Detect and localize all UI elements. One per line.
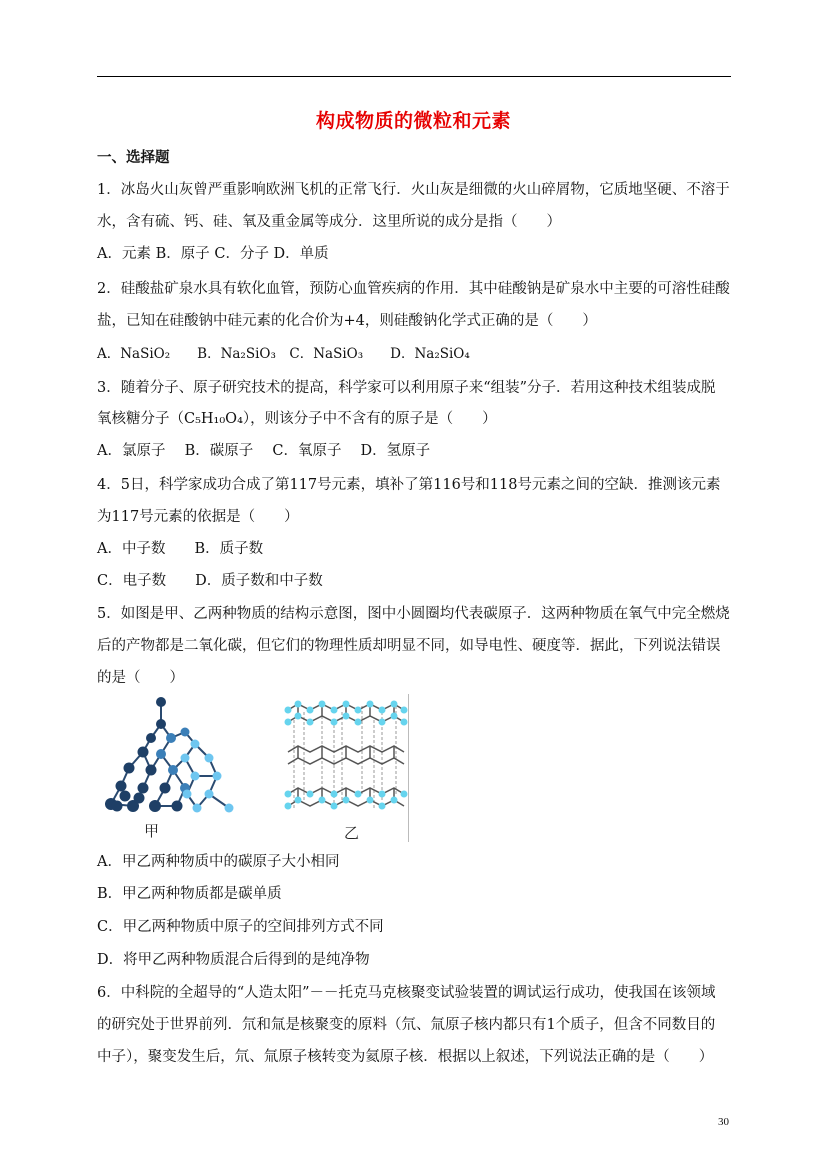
q4-line-1: 4．5日，科学家成功合成了第117号元素，填补了第116号和118号元素之间的空缺．推测该元素 <box>97 477 721 493</box>
q5-option-d: D．将甲乙两种物质混合后得到的是纯净物 <box>97 952 370 968</box>
q5-line-2: 后的产物都是二氧化碳，但它们的物理性质却明显不同，如导电性、硬度等．据此，下列说法错误 <box>97 638 721 654</box>
q3-line-2: 氧核糖分子（C₅H₁₀O₄），则该分子中不含有的原子是（ ） <box>97 411 497 427</box>
q6-line-2: 的研究处于世界前列．氘和氚是核聚变的原料（氘、氚原子核内都只有1个质子，但含不同数目的 <box>97 1017 716 1033</box>
q1-line-2: 水，含有硫、钙、硅、氧及重金属等成分．这里所说的成分是指（ ） <box>97 214 561 230</box>
q4-line-2: 为117号元素的依据是（ ） <box>97 509 299 525</box>
q5-option-a: A．甲乙两种物质中的碳原子大小相同 <box>97 854 340 870</box>
figure-label-jia: 甲 <box>144 822 160 840</box>
q6-line-3: 中子），聚变发生后，氘、氚原子核转变为氦原子核．根据以上叙述，下列说法正确的是（ ） <box>97 1049 714 1065</box>
q2-options: A．NaSiO₂ B．Na₂SiO₃ C．NaSiO₃ D．Na₂SiO₄ <box>97 346 470 362</box>
q4-options-row-1: A．中子数 B．质子数 <box>97 541 264 557</box>
q1-line-1: 1．冰岛火山灰曾严重影响欧洲飞机的正常飞行．火山灰是细微的火山碎屑物，它质地坚硬、不溶于 <box>97 182 730 198</box>
q5-line-3: 的是（ ） <box>97 670 184 686</box>
diamond-structure-figure <box>99 694 249 842</box>
page-number: 30 <box>718 1116 729 1128</box>
q2-line-1: 2．硅酸盐矿泉水具有软化血管，预防心血管疾病的作用．其中硅酸钠是矿泉水中主要的可溶性硅酸 <box>97 281 730 297</box>
figure-label-yi: 乙 <box>344 824 360 842</box>
header-rule <box>97 76 731 77</box>
q2-line-2: 盐，已知在硅酸钠中硅元素的化合价为+4，则硅酸钠化学式正确的是（ ） <box>97 313 597 329</box>
q5-option-b: B．甲乙两种物质都是碳单质 <box>97 886 282 902</box>
q3-line-1: 3．随着分子、原子研究技术的提高，科学家可以利用原子来“组装”分子．若用这种技术组装成脱 <box>97 380 716 396</box>
q5-line-1: 5．如图是甲、乙两种物质的结构示意图，图中小圆圈均代表碳原子．这两种物质在氧气中完全燃烧 <box>97 606 730 622</box>
q6-line-1: 6．中科院的全超导的“人造太阳”－－托克马克核聚变试验装置的调试运行成功，使我国在该领域 <box>97 985 716 1001</box>
q5-option-c: C．甲乙两种物质中原子的空间排列方式不同 <box>97 919 384 935</box>
page-title: 构成物质的微粒和元素 <box>315 110 511 132</box>
graphite-structure-figure <box>278 694 409 842</box>
q4-options-row-2: C．电子数 D．质子数和中子数 <box>97 573 323 589</box>
q1-options: A．元素 B．原子 C．分子 D．单质 <box>97 246 329 262</box>
section-heading: 一、选择题 <box>97 149 170 166</box>
q3-options: A．氯原子 B．碳原子 C．氧原子 D．氢原子 <box>97 443 431 459</box>
